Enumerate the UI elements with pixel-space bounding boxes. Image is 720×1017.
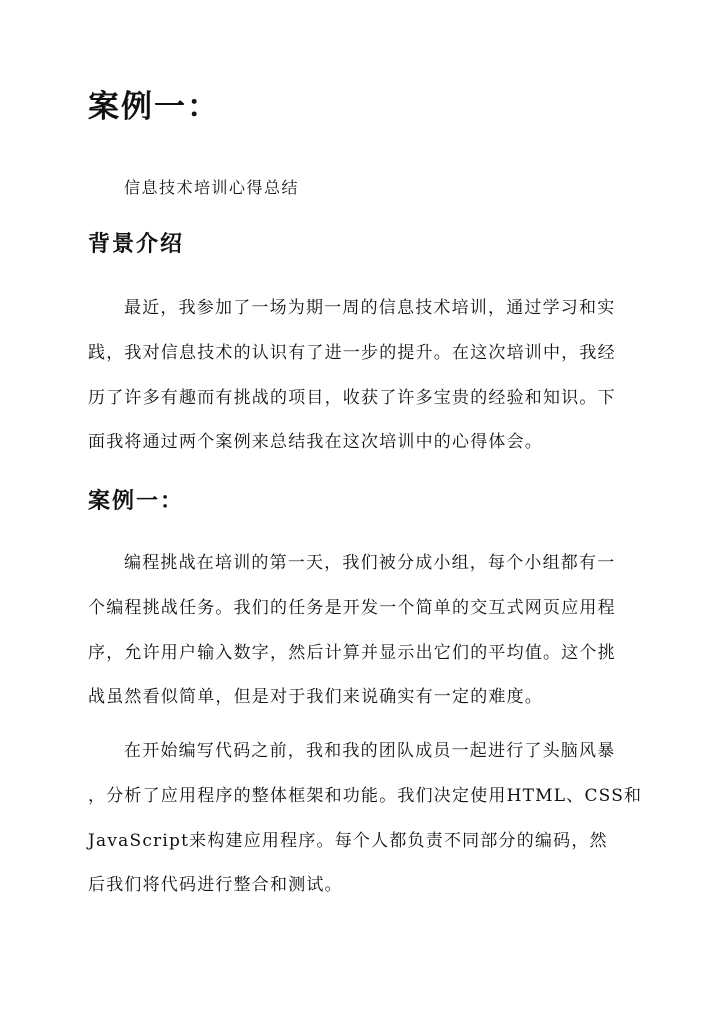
paragraph-line: ，分析了应用程序的整体框架和功能。我们决定使用HTML、CSS和 (88, 786, 643, 806)
paragraph-line: JavaScript来构建应用程序。每个人都负责不同部分的编码，然 (88, 831, 608, 851)
paragraph-line: 后我们将代码进行整合和测试。 (88, 875, 343, 895)
paragraph-line: 个编程挑战任务。我们的任务是开发一个简单的交互式网页应用程 (88, 598, 616, 618)
paragraph-line: 编程挑战在培训的第一天，我们被分成小组，每个小组都有一 (124, 553, 616, 573)
section-heading-background: 背景介绍 (88, 231, 185, 257)
paragraph-line: 践，我对信息技术的认识有了进一步的提升。在这次培训中，我经 (88, 343, 616, 363)
section-heading-case-one: 案例一： (88, 488, 185, 514)
page-title: 案例一： (88, 89, 220, 125)
paragraph-line: 战虽然看似简单，但是对于我们来说确实有一定的难度。 (88, 687, 543, 707)
paragraph-line: 面我将通过两个案例来总结我在这次培训中的心得体会。 (88, 432, 543, 452)
paragraph-line: 最近，我参加了一场为期一周的信息技术培训，通过学习和实 (124, 298, 616, 318)
paragraph-line: 序，允许用户输入数字，然后计算并显示出它们的平均值。这个挑 (88, 643, 616, 663)
document-subtitle: 信息技术培训心得总结 (124, 178, 300, 197)
paragraph-line: 在开始编写代码之前，我和我的团队成员一起进行了头脑风暴 (124, 741, 616, 761)
paragraph-line: 历了许多有趣而有挑战的项目，收获了许多宝贵的经验和知识。下 (88, 388, 616, 408)
